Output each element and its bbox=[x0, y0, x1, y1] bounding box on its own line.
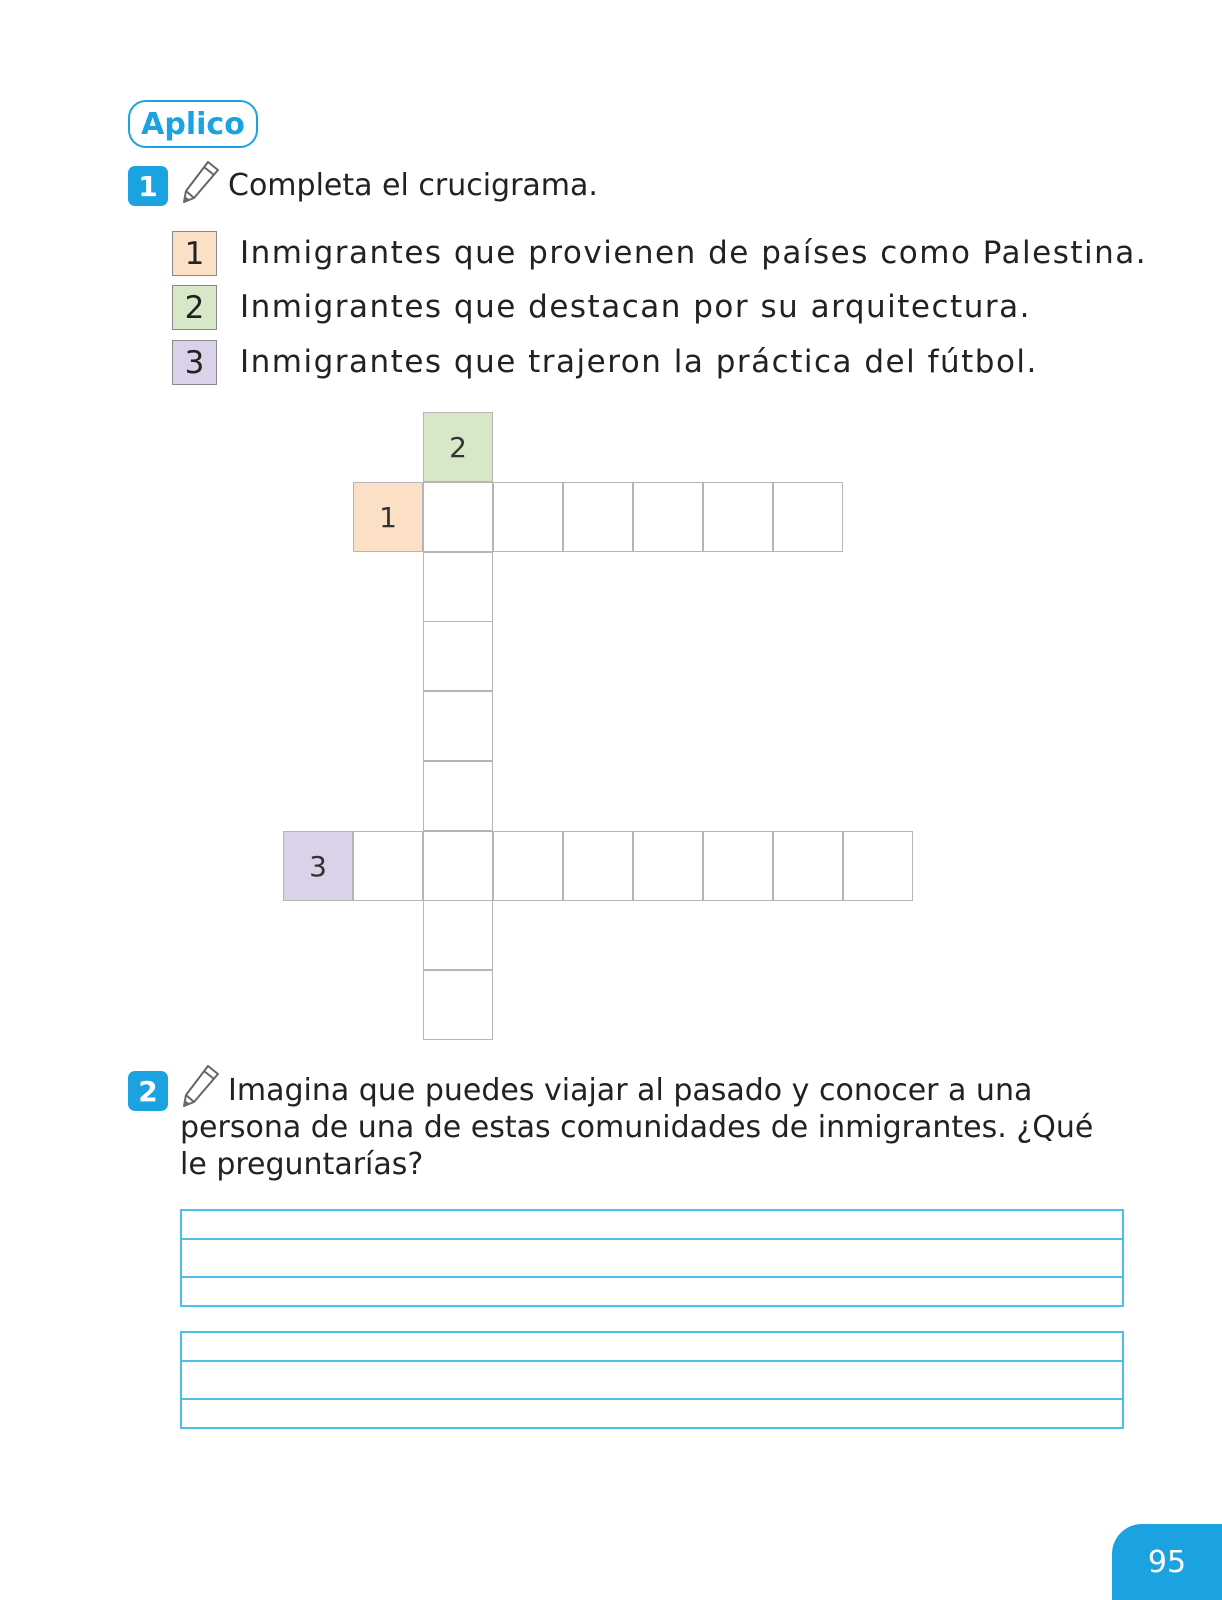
crossword-cell[interactable] bbox=[423, 621, 493, 691]
answer-lines-box-1[interactable] bbox=[180, 1209, 1124, 1307]
answer-line bbox=[182, 1276, 1122, 1278]
activity-1-instruction: Completa el crucigrama. bbox=[228, 168, 598, 203]
clue-text-2: Inmigrantes que destacan por su arquitectura. bbox=[240, 289, 1031, 325]
page-number-tab bbox=[1112, 1524, 1222, 1600]
crossword-cell[interactable] bbox=[563, 831, 633, 901]
section-label: Aplico bbox=[141, 106, 245, 142]
crossword-cell[interactable] bbox=[423, 482, 493, 552]
section-pill-aplico bbox=[128, 100, 258, 148]
crossword-cell[interactable] bbox=[423, 900, 493, 970]
activity-1-number: 1 bbox=[138, 169, 158, 203]
answer-lines-box-2[interactable] bbox=[180, 1331, 1124, 1429]
crossword-cell[interactable] bbox=[703, 831, 773, 901]
page-number: 95 bbox=[1147, 1544, 1187, 1580]
crossword-label-1: 1 bbox=[353, 482, 423, 552]
clue-number-box-3: 3 bbox=[172, 340, 217, 385]
crossword-label-2: 2 bbox=[423, 412, 493, 482]
activity-1-number-badge bbox=[128, 166, 168, 206]
answer-line bbox=[182, 1398, 1122, 1400]
crossword-cell[interactable] bbox=[423, 552, 493, 622]
clue-text-3: Inmigrantes que trajeron la práctica del fútbol. bbox=[240, 344, 1038, 380]
crossword-cell[interactable] bbox=[423, 970, 493, 1040]
crossword-cell[interactable] bbox=[563, 482, 633, 552]
activity-2-number-badge bbox=[128, 1071, 168, 1111]
crossword-cell[interactable] bbox=[423, 691, 493, 761]
crossword-cell[interactable] bbox=[633, 831, 703, 901]
clue-number-box-2: 2 bbox=[172, 285, 217, 330]
crossword-cell[interactable] bbox=[773, 482, 843, 552]
crossword-cell[interactable] bbox=[843, 831, 913, 901]
clue-text-1: Inmigrantes que provienen de países como Palestina. bbox=[240, 235, 1148, 271]
crossword-cell[interactable] bbox=[773, 831, 843, 901]
answer-line bbox=[182, 1238, 1122, 1240]
crossword-cell[interactable] bbox=[493, 831, 563, 901]
crossword-cell[interactable] bbox=[423, 831, 493, 901]
clue-number-box-1: 1 bbox=[172, 231, 217, 276]
crossword-cell[interactable] bbox=[703, 482, 773, 552]
crossword-cell[interactable] bbox=[353, 831, 423, 901]
crossword-cell[interactable] bbox=[493, 482, 563, 552]
crossword-cell[interactable] bbox=[423, 761, 493, 831]
crossword-cell[interactable] bbox=[633, 482, 703, 552]
crossword-label-3: 3 bbox=[283, 831, 353, 901]
answer-line bbox=[182, 1360, 1122, 1362]
pencil-icon bbox=[178, 158, 222, 206]
activity-2-instruction: Imagina que puedes viajar al pasado y conocer a una persona de una de estas comunidades de inmigrantes. ¿Qué le preguntarías? bbox=[180, 1073, 1094, 1182]
activity-2-number: 2 bbox=[138, 1074, 158, 1108]
